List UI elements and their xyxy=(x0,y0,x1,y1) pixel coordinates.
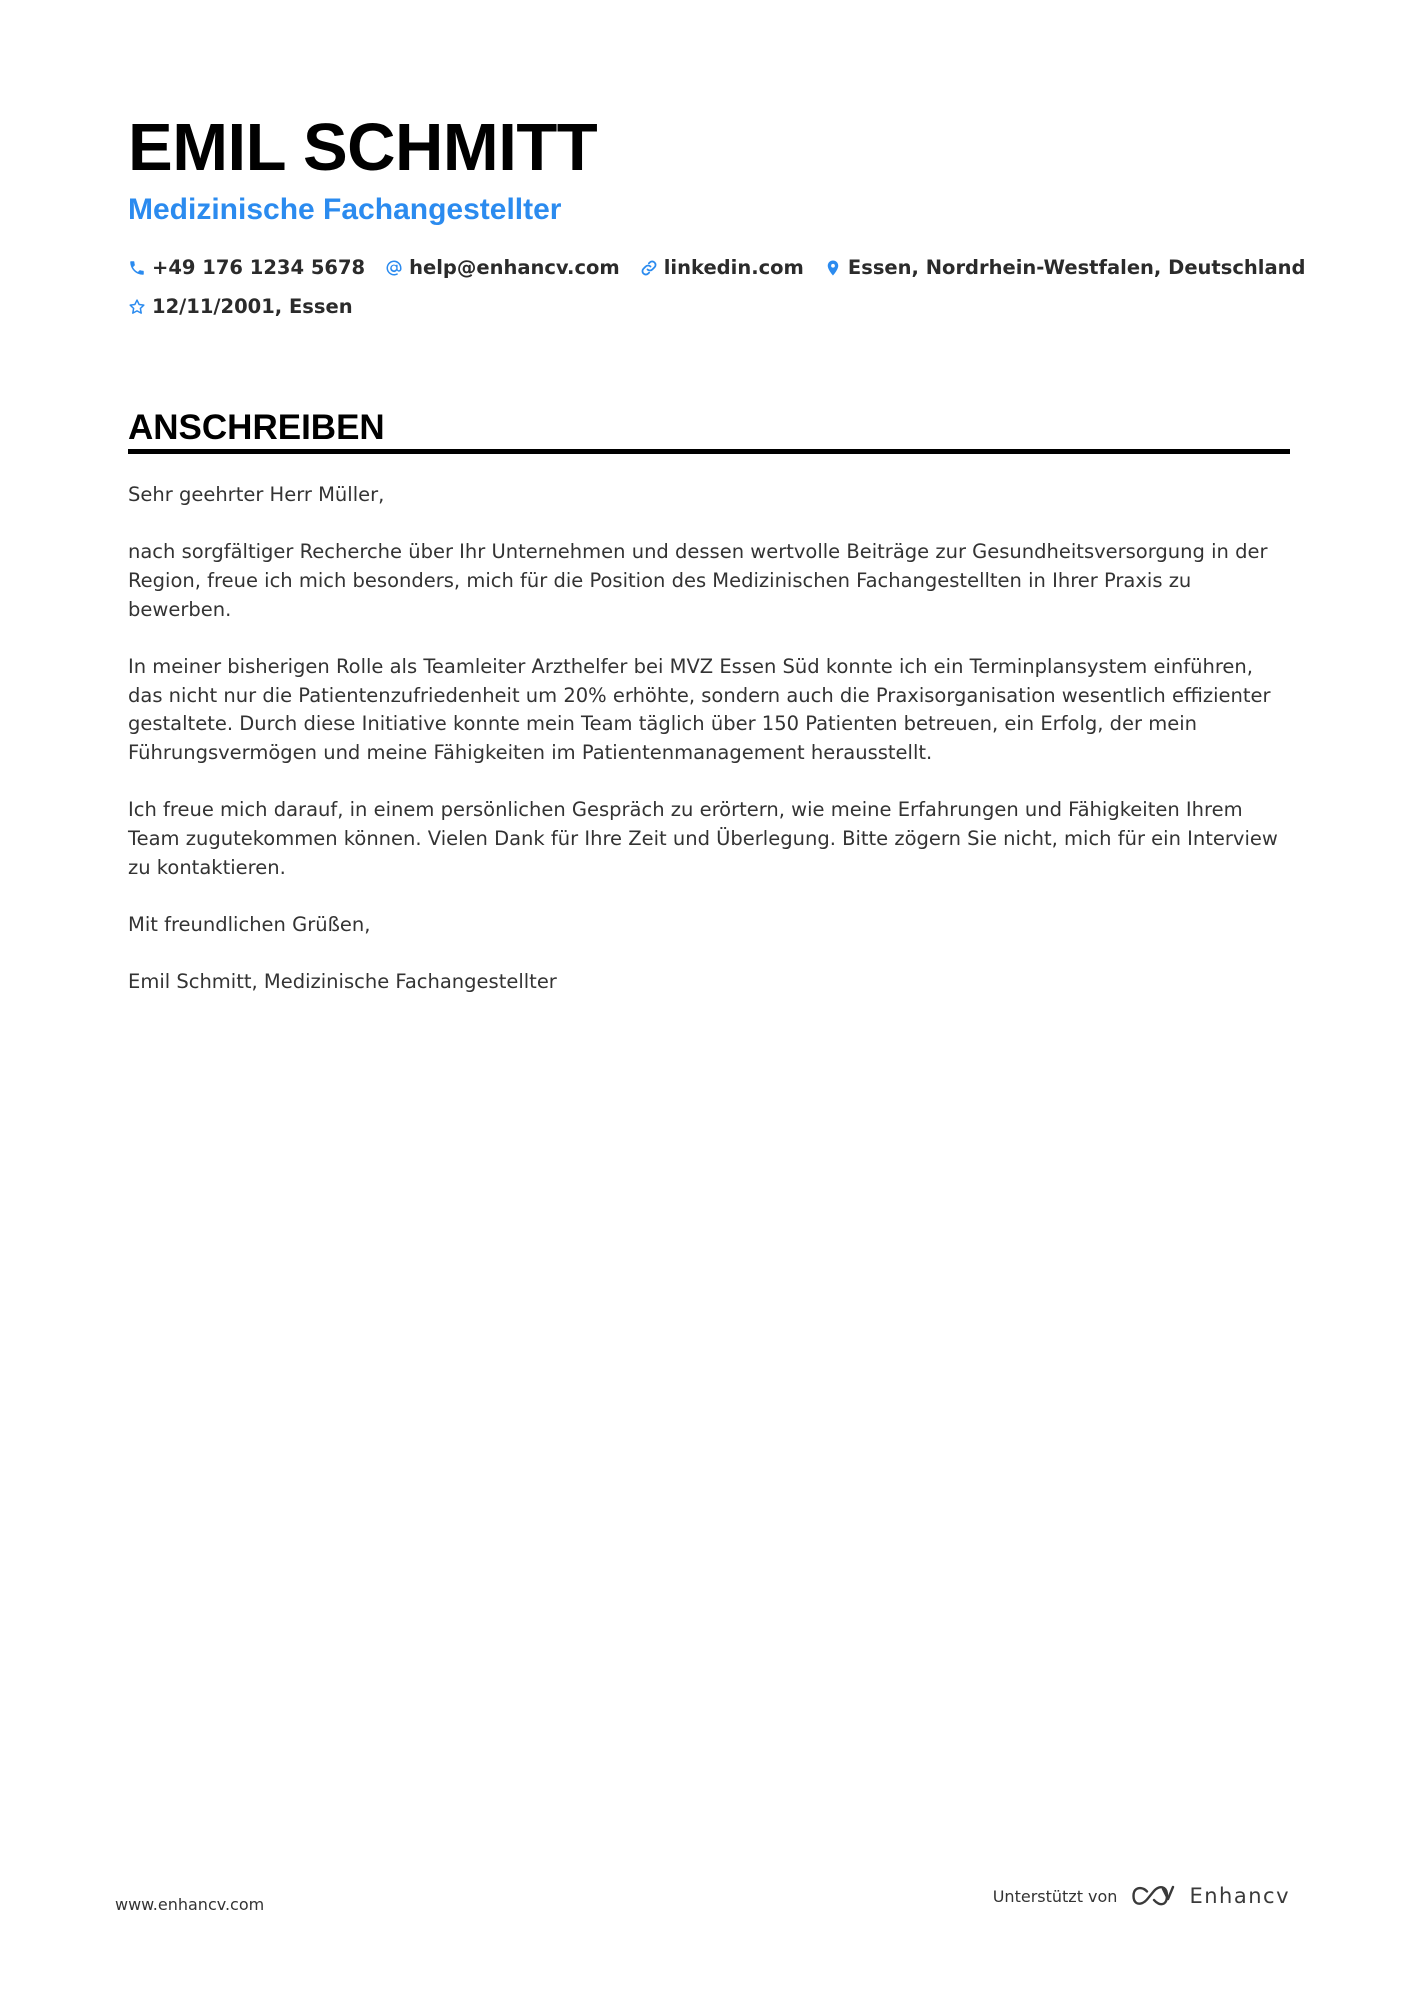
letter-paragraph: In meiner bisherigen Rolle als Teamleiter Arzthelfer bei MVZ Essen Süd konnte ich ein Terminplansystem einführen, das nicht nur die Patientenzufriedenheit um 20% erhöhte, sondern auch die Praxisorganisation wesentlich effizienter gestaltete. Durch diese Initiative konnte mein Team täglich über 150 Patienten betreuen, ein Erfolg, der mein Führungsvermögen und meine Fähigkeiten im Patientenmanagement herausstellt. xyxy=(128,654,1271,764)
letter-signature: Emil Schmitt, Medizinische Fachangestellter xyxy=(128,969,557,993)
footer-branding xyxy=(993,1883,1290,1909)
contact-phone xyxy=(128,253,365,283)
letter-closing: Mit freundlichen Grüßen, xyxy=(128,912,371,936)
contact-row-primary xyxy=(128,253,1325,283)
contact-linkedin-text[interactable]: linkedin.com xyxy=(663,256,804,279)
section-divider xyxy=(128,449,1290,454)
footer-website[interactable]: www.enhancv.com xyxy=(115,1895,265,1914)
candidate-name: EMIL SCHMITT xyxy=(128,110,598,185)
candidate-role: Medizinische Fachangestellter xyxy=(128,193,562,226)
star-icon xyxy=(128,298,146,316)
letter-salutation: Sehr geehrter Herr Müller, xyxy=(128,483,385,506)
contact-birth xyxy=(128,292,353,322)
location-pin-icon xyxy=(824,259,842,277)
contact-email-text[interactable]: help@enhancv.com xyxy=(409,256,620,279)
contact-linkedin xyxy=(640,253,804,283)
letter-paragraph: nach sorgfältiger Recherche über Ihr Unternehmen und dessen wertvolle Beiträge zur Gesundheitsversorgung in der Region, freue ich mich besonders, mich für die Position des Medizinischen Fachangestellten in Ihrer Praxis zu bewerben. xyxy=(128,540,1268,621)
contact-phone-text: +49 176 1234 5678 xyxy=(152,256,366,279)
letter-paragraph: Ich freue mich darauf, in einem persönlichen Gespräch zu erörtern, wie meine Erfahrungen und Fähigkeiten Ihrem Team zugutekommen können. Vielen Dank für Ihre Zeit und Überlegung. Bitte zögern Sie nicht, mich für ein Interview zu kontaktieren. xyxy=(128,798,1278,879)
powered-by-label: Unterstützt von xyxy=(992,1886,1118,1906)
contact-location xyxy=(824,253,1306,283)
section-title: ANSCHREIBEN xyxy=(128,408,385,447)
brand-name: Enhancv xyxy=(1189,1884,1290,1908)
contact-row-secondary xyxy=(128,292,373,322)
contact-location-text: Essen, Nordrhein-Westfalen, Deutschland xyxy=(847,256,1306,279)
contact-birth-text: 12/11/2001, Essen xyxy=(152,295,353,318)
letter-body xyxy=(128,481,1290,1025)
link-icon xyxy=(640,259,658,277)
enhancv-logo-icon xyxy=(1129,1883,1175,1909)
phone-icon xyxy=(128,259,146,277)
at-icon xyxy=(385,259,403,277)
contact-email xyxy=(385,253,620,283)
